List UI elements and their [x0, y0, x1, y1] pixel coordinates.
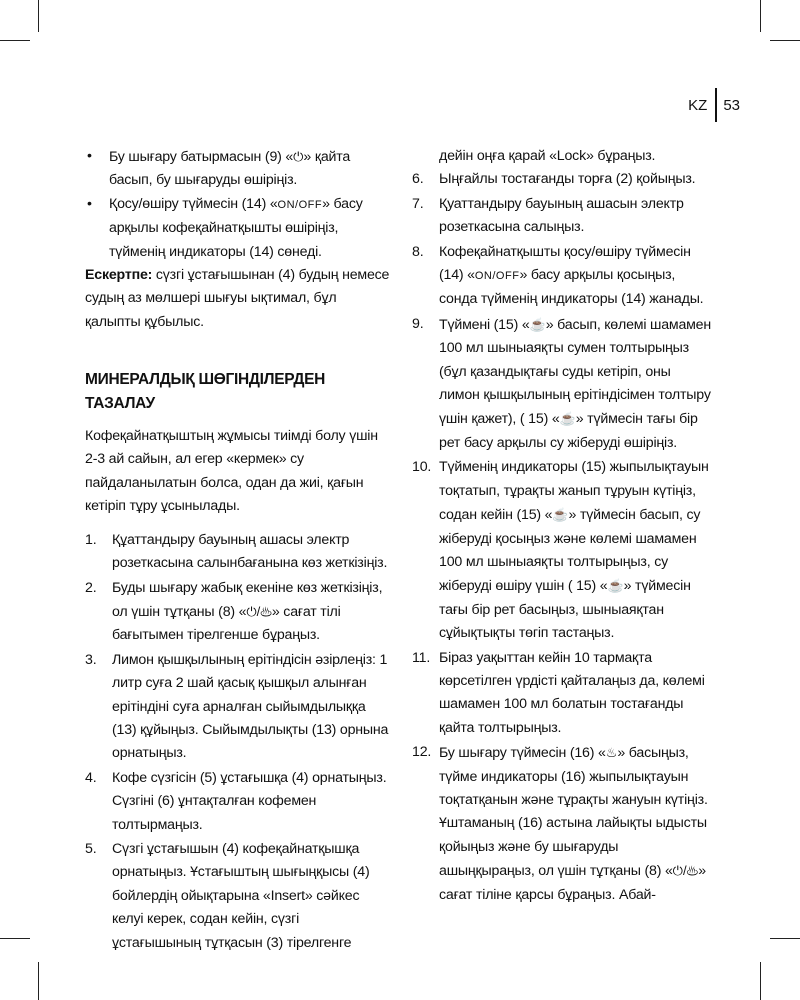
step-item: 2. Буды шығару жабық екеніне көз жеткізіңіз, ол үшін тұтқаны (8) «⏻/♨» сағат тілі бағытымен тірелгенше бұраңыз.	[85, 579, 383, 644]
note-text: сүзгі ұстағышынан (4) будың немесе судың аз мөлшері шығуы ықтимал, бұл қалыпты құбылыс.	[85, 267, 390, 330]
step-item: 8. Кофеқайнатқышты қосу/өшіру түймесін (14) «ON/OFF» басу арқылы қосыңыз, сонда түйменің индикаторы (14) жанады.	[412, 243, 704, 308]
step-item: 11. Біраз уақыттан кейін 10 тармақта көрсетілген үрдісті қайталаңыз да, көлемі шамамен 100 мл болатын тостағанды қайта толтырыңыз.	[412, 649, 705, 736]
step-item: 9. Түймені (15) «☕» басып, көлемі шамамен 100 мл шыныаяқты сумен толтырыңыз (бұл қазандықтағы суды кетіріп, оны лимон қышқылының ерітіндісімен толтыру үшін қажет), ( 15) «☕» түймесін тағы бір рет басу арқылы су жіберуді өшіріңіз.	[412, 313, 714, 455]
coffee-cup-icon: ☕	[559, 411, 576, 427]
on-off-icon: ON/OFF	[474, 270, 520, 283]
bullet-marker: •	[87, 195, 92, 212]
step-item: 4. Кофе сүзгісін (5) ұстағышқа (4) орнатыңыз. Сүзгіні (6) ұнтақталған кофемен толтырмаңыз.	[85, 769, 387, 833]
page-header	[688, 90, 740, 120]
section-heading: МИНЕРАЛДЫҚ ШӨГІНДІЛЕРДЕН ТАЗАЛАУ	[85, 371, 326, 412]
crop-mark-bottom-right-v	[760, 962, 761, 1000]
note-label: Ескертпе:	[85, 267, 153, 284]
crop-mark-top-left-h	[0, 40, 30, 41]
bullet-marker: •	[87, 148, 92, 164]
power-steam-icon: ⏻/♨	[672, 863, 699, 879]
page-number: 53	[723, 96, 740, 114]
note-paragraph	[85, 264, 390, 334]
coffee-cup-icon: ☕	[607, 578, 624, 594]
steps-list-left	[85, 529, 390, 955]
step-item: 12. Бу шығару түймесін (16) «♨» басыңыз, түйме индикаторы (16) жыпылықтауын тоқтатқанын және тұрақты жануын күтіңіз. Ұштаманың (16) астына лайықты ыдысты қойыңыз және бу шығаруды ашыңқыраңыз, ол үшін тұтқаны (8) «⏻/♨» сағат тіліне қарсы бұраңыз. Абай-	[412, 741, 714, 907]
crop-mark-bottom-left-v	[38, 962, 39, 1000]
bullet-item: • Қосу/өшіру түймесін (14) «ON/OFF» басу арқылы кофеқайнатқышты өшіріңіз, түйменің индикаторы (14) сөнеді.	[85, 193, 390, 264]
steam-icon: ♨	[605, 745, 618, 761]
crop-mark-top-right-v	[760, 0, 761, 32]
step-item: 5. Сүзгі ұстағышын (4) кофеқайнатқышқа орнатыңыз. Ұстағыштың шығыңқысы (4) бойлердің ойықтарына «Insert» сәйкес келуі керек, содан кейін, сүзгі ұстағышының тұтқасын (3) тірелгенге	[85, 840, 370, 951]
coffee-cup-icon: ☕	[552, 507, 569, 523]
left-column	[85, 145, 390, 956]
crop-mark-bottom-left-h	[0, 938, 30, 939]
intro-paragraph: Кофеқайнатқыштың жұмысы тиімді болу үшін 2-3 ай сайын, ал егер «кермек» су пайдаланылатын болса, одан да жиі, қағын кетіріп тұру ұсынылады.	[85, 428, 378, 515]
language-code: KZ	[688, 96, 708, 114]
steps-list-right	[412, 168, 714, 907]
crop-mark-top-left-v	[38, 0, 39, 32]
step-item: 10. Түйменің индикаторы (15) жыпылықтауын тоқтатып, тұрақты жанып тұруын күтіңіз, содан кейін (15) «☕» түймесін басып, су жіберуді қосыңыз және көлемі шамамен 100 мл шыныаяқты толтырыңыз, су жіберуді өшіру үшін ( 15) «☕» түймесін тағы бір рет басыңыз, шыныаяқтан сұйықтықты төгіп тастаңыз.	[412, 459, 709, 642]
step-item: 6. Ыңғайлы тостағанды торға (2) қойыңыз.	[412, 171, 696, 188]
on-off-icon: ON/OFF	[277, 198, 323, 211]
crop-mark-bottom-right-h	[770, 938, 800, 939]
crop-mark-top-right-h	[770, 40, 800, 41]
step-item: 7. Қуаттандыру бауының ашасын электр розеткасына салыңыз.	[412, 195, 684, 236]
power-icon: ⏻	[293, 149, 304, 164]
step-item: 1. Құаттандыру бауының ашасы электр розеткасына салынбағанына көз жеткізіңіз.	[85, 531, 388, 572]
bullet-item: • Бу шығару батырмасын (9) «⏻» қайта басып, бу шығаруды өшіріңіз.	[85, 145, 390, 193]
coffee-cup-icon: ☕	[529, 316, 546, 332]
continued-text: дейін оңға қарай «Lock» бұраңыз.	[439, 148, 656, 164]
step-item: 3. Лимон қышқылының ерітіндісін әзірлеңіз: 1 литр суға 2 шай қасық қышқыл алынған ерітіндіні суға арналған сыйымдылыққа (13) құйыңыз. Сыйымдылықты (13) орнына орнатыңыз.	[85, 651, 389, 762]
right-column	[412, 145, 714, 908]
power-steam-icon: ⏻/♨	[246, 603, 272, 619]
